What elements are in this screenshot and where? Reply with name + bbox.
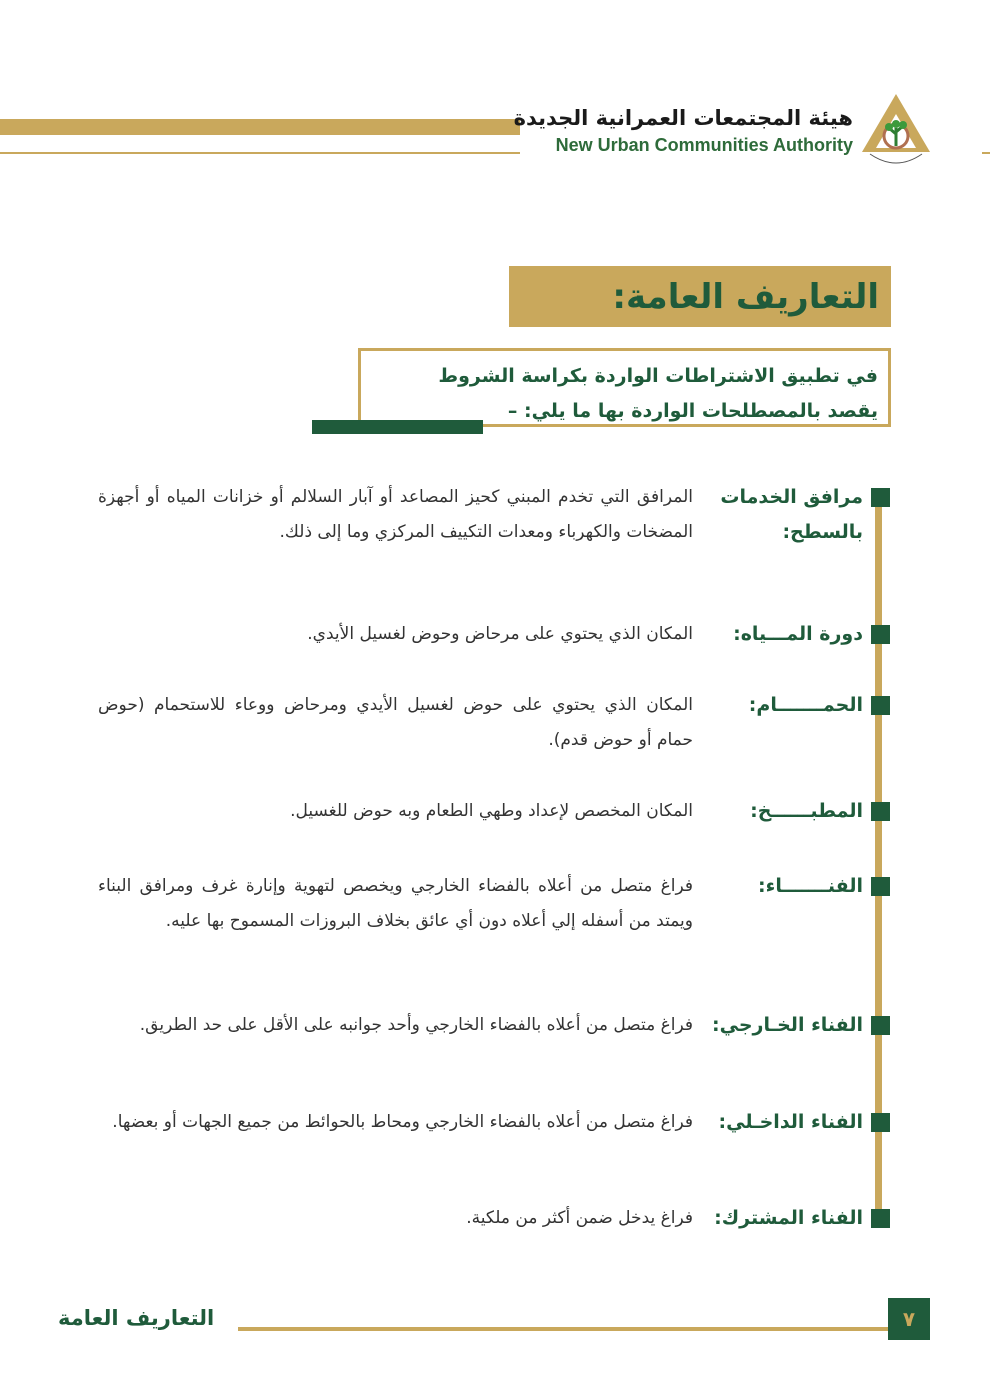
definition-term: المطبــــــخ: <box>750 800 863 822</box>
bullet-square-icon <box>871 625 890 644</box>
bullet-square-icon <box>871 696 890 715</box>
definition-term: الحمـــــــام: <box>748 694 863 716</box>
header-gold-line <box>0 152 520 154</box>
definition-text: فراغ متصل من أعلاه بالفضاء الخارجي ويخصص لتهوية وإنارة غرف ومرافق البناء ويمتد من أسفله إلي أعلاه دون أي عائق بخلاف البروزات المسموح بها عليه. <box>98 876 693 931</box>
definition-item <box>80 800 890 829</box>
definition-term: دورة المـــياه: <box>733 623 863 645</box>
org-name-english: New Urban Communities Authority <box>555 135 853 155</box>
header-gold-line-right <box>982 152 990 154</box>
definition-term: الفناء المشترك: <box>714 1207 863 1229</box>
footer-section-title: التعاريف العامة <box>58 1306 215 1330</box>
bullet-square-icon <box>871 488 890 507</box>
bullet-square-icon <box>871 1016 890 1035</box>
definition-term: الفنـــــــاء: <box>758 875 863 897</box>
bullet-square-icon <box>871 802 890 821</box>
definition-term: الفناء الخـارجي: <box>712 1014 863 1036</box>
definition-item <box>80 623 890 652</box>
definition-item <box>80 486 890 550</box>
definition-text: المرافق التي تخدم المبني كحيز المصاعد أو آبار السلالم أو خزانات المياه أو أجهزة المضخات والكهرباء ومعدات التكييف المركزي وما إلى ذلك. <box>98 487 693 542</box>
page-number-badge <box>888 1298 930 1340</box>
definition-text: فراغ يدخل ضمن أكثر من ملكية. <box>466 1208 693 1228</box>
definition-text: المكان الذي يحتوي على حوض لغسيل الأيدي ومرحاض ووعاء للاستحمام (حوض حمام أو حوض قدم). <box>98 695 693 750</box>
intro-line-2: يقصد بالمصطلحات الواردة بها ما يلي: – <box>507 400 878 422</box>
definition-text: المكان الذي يحتوي على مرحاض وحوض لغسيل الأيدي. <box>307 624 693 644</box>
nuca-logo-icon <box>860 92 932 172</box>
bullet-square-icon <box>871 877 890 896</box>
page-title: التعاريف العامة: <box>612 276 879 317</box>
footer-gold-line <box>238 1327 888 1331</box>
definition-item <box>80 1111 890 1140</box>
definition-item <box>80 694 890 758</box>
bullet-square-icon <box>871 1113 890 1132</box>
title-banner <box>509 266 891 327</box>
org-name-arabic: هيئة المجتمعات العمرانية الجديدة <box>513 106 853 130</box>
definition-text: فراغ متصل من أعلاه بالفضاء الخارجي وأحد جوانبه على الأقل على حد الطريق. <box>139 1015 693 1035</box>
definition-term: مرافق الخدمات بالسطح: <box>720 486 863 543</box>
intro-line-1: في تطبيق الاشتراطات الواردة بكراسة الشروط <box>438 365 878 387</box>
page-number: ٧ <box>902 1307 916 1331</box>
header-gold-bar <box>0 119 520 135</box>
intro-green-bar <box>312 420 483 434</box>
definition-item <box>80 1014 890 1043</box>
definition-text: فراغ متصل من أعلاه بالفضاء الخارجي ومحاط بالحوائط من جميع الجهات أو بعضها. <box>112 1112 693 1132</box>
definition-term: الفناء الداخـلي: <box>718 1111 863 1133</box>
definition-text: المكان المخصص لإعداد وطهي الطعام وبه حوض للغسيل. <box>290 801 693 821</box>
bullet-square-icon <box>871 1209 890 1228</box>
definition-item <box>80 875 890 939</box>
definition-item <box>80 1207 890 1236</box>
intro-box <box>358 348 891 427</box>
